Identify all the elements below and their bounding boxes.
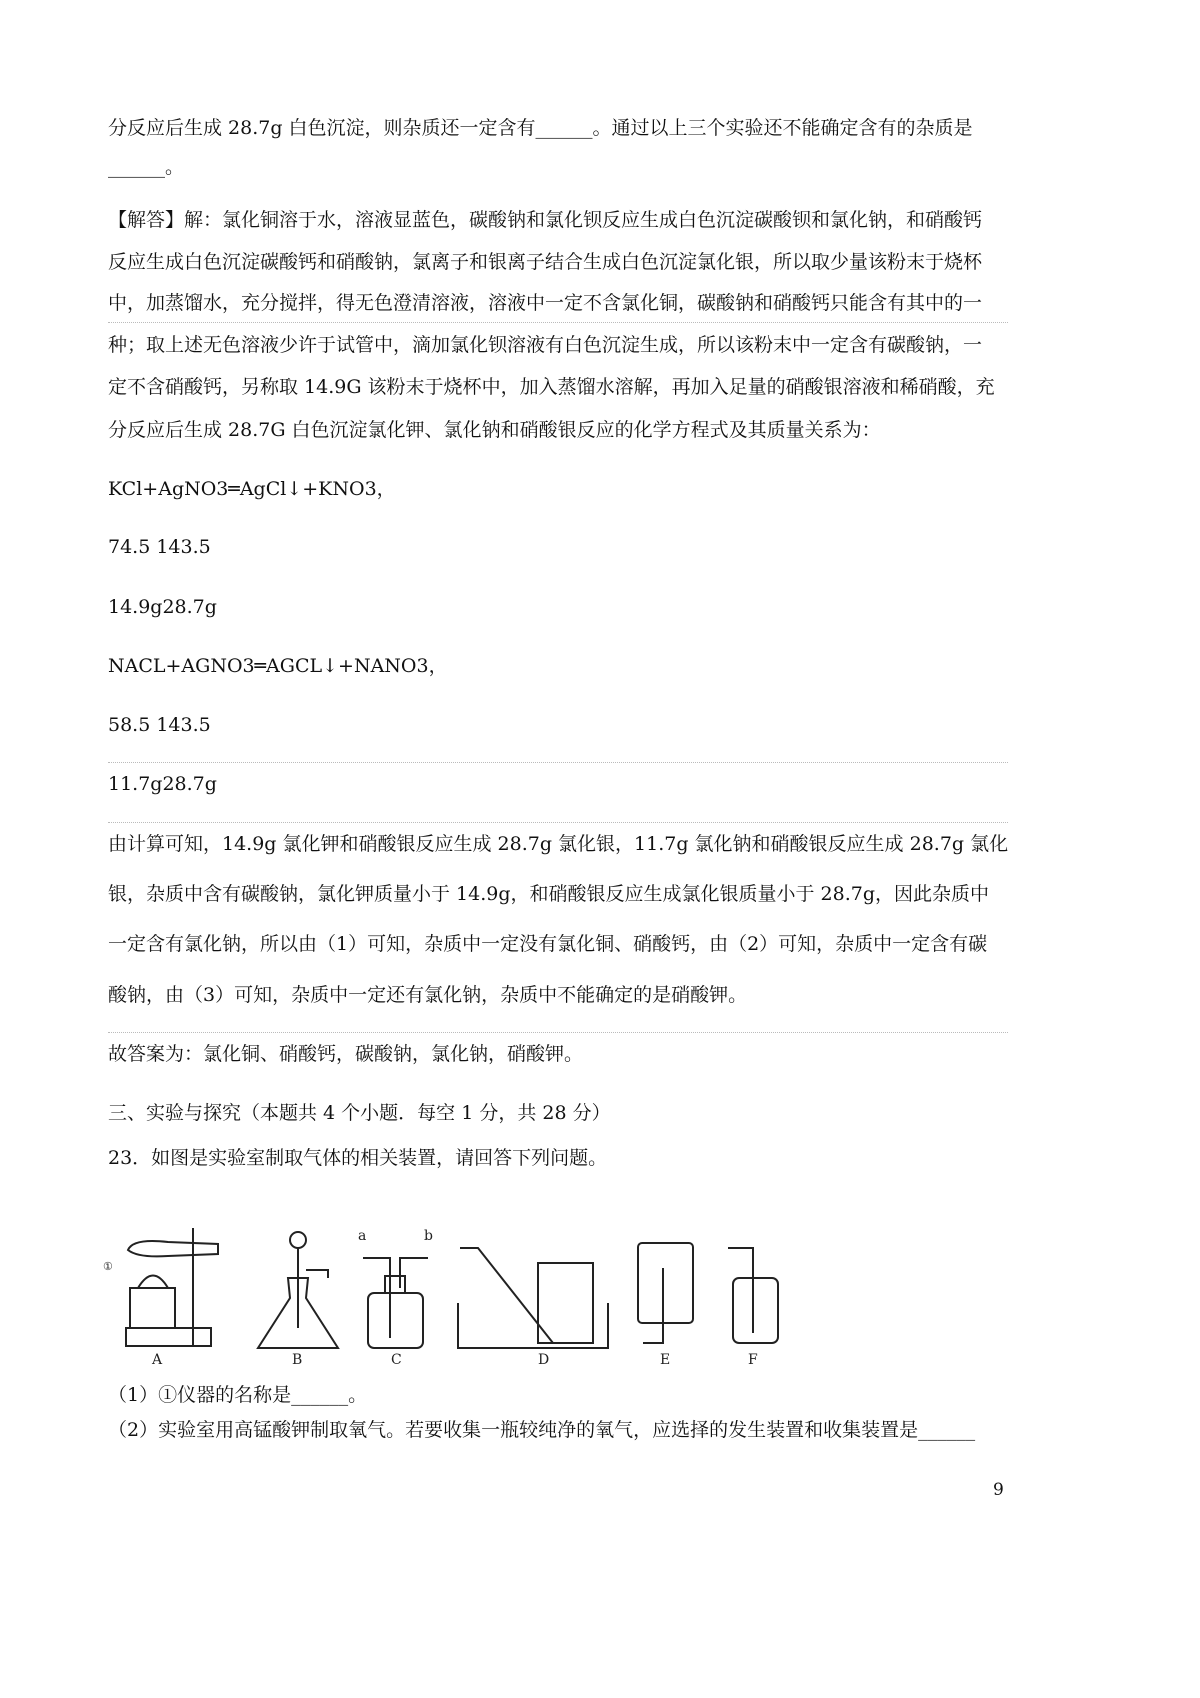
divider [108,322,1008,323]
text-line: 14.9g28.7g [108,596,217,618]
equation-line: KCl+AgNO3═AgCl↓+KNO3， [108,478,396,500]
label-e: E [660,1352,671,1368]
apparatus-a [103,1228,218,1368]
question-line: （2）实验室用高锰酸钾制取氧气。若要收集一瓶较纯净的氧气，应选择的发生装置和收集装置是______ [108,1419,976,1441]
text-line: 定不含硝酸钙，另称取 14.9G 该粉末于烧杯中，加入蒸馏水溶解，再加入足量的硝酸银溶液和稀硝酸，充 [108,376,995,398]
question-line: 23．如图是实验室制取气体的相关装置，请回答下列问题。 [108,1147,608,1169]
page-number: 9 [993,1480,1004,1500]
text-line: 故答案为：氯化铜、硝酸钙，碳酸钠，氯化钠，硝酸钾。 [108,1043,584,1065]
text-line: 74.5 143.5 [108,536,211,558]
answer-heading-line: 【解答】解：氯化铜溶于水，溶液显蓝色，碳酸钠和氯化钡反应生成白色沉淀碳酸钡和氯化钠，和硝酸钙 [108,209,983,231]
label-d: D [538,1352,550,1368]
text-line: 酸钠，由（3）可知，杂质中一定还有氯化钠，杂质中不能确定的是硝酸钾。 [108,984,748,1006]
port-a-label: a [358,1228,367,1244]
text-line: 反应生成白色沉淀碳酸钙和硝酸钠，氯离子和银离子结合生成白色沉淀氯化银，所以取少量该粉末于烧杯 [108,251,983,273]
section-heading: 三、实验与探究（本题共 4 个小题．每空 1 分，共 28 分） [108,1102,611,1124]
question-line: （1）①仪器的名称是______。 [108,1384,368,1406]
text-line: 58.5 143.5 [108,714,211,736]
label-f: F [748,1352,758,1368]
text-line: 由计算可知，14.9g 氯化钾和硝酸银反应生成 28.7g 氯化银，11.7g 氯化钠和硝酸银反应生成 28.7g 氯化 [108,833,1009,855]
apparatus-d [458,1248,608,1368]
apparatus-e [638,1243,693,1368]
port-b-label: b [424,1228,433,1244]
text-line: ______。 [108,156,185,178]
text-line: 分反应后生成 28.7g 白色沉淀，则杂质还一定含有______。通过以上三个实验还不能确定含有的杂质是 [108,117,973,139]
apparatus-b [258,1232,338,1368]
text-line: 一定含有氯化钠，所以由（1）可知，杂质中一定没有氯化铜、硝酸钙，由（2）可知，杂质中一定含有碳 [108,933,988,955]
text-line: 银，杂质中含有碳酸钠，氯化钾质量小于 14.9g，和硝酸银反应生成氯化银质量小于 28.7g，因此杂质中 [108,883,990,905]
lab-apparatus-figure [103,1228,808,1373]
text-line: 分反应后生成 28.7G 白色沉淀氯化钾、氯化钠和硝酸银反应的化学方程式及其质量关系为： [108,419,881,441]
label-b: B [292,1352,303,1368]
text-line: 种；取上述无色溶液少许于试管中，滴加氯化钡溶液有白色沉淀生成，所以该粉末中一定含有碳酸钠，一 [108,334,983,356]
divider [108,1032,1008,1033]
text-line: 11.7g28.7g [108,773,217,795]
label-c: C [391,1352,402,1368]
apparatus-f [728,1248,778,1368]
marker-1: ① [103,1260,113,1273]
label-a: A [152,1352,163,1368]
divider [108,762,1008,763]
apparatus-c [358,1228,433,1368]
text-line: 中，加蒸馏水，充分搅拌，得无色澄清溶液，溶液中一定不含氯化铜，碳酸钠和硝酸钙只能含有其中的一 [108,292,983,314]
divider [108,822,1008,823]
equation-line: NACL+AGNO3═AGCL↓+NANO3， [108,655,448,677]
